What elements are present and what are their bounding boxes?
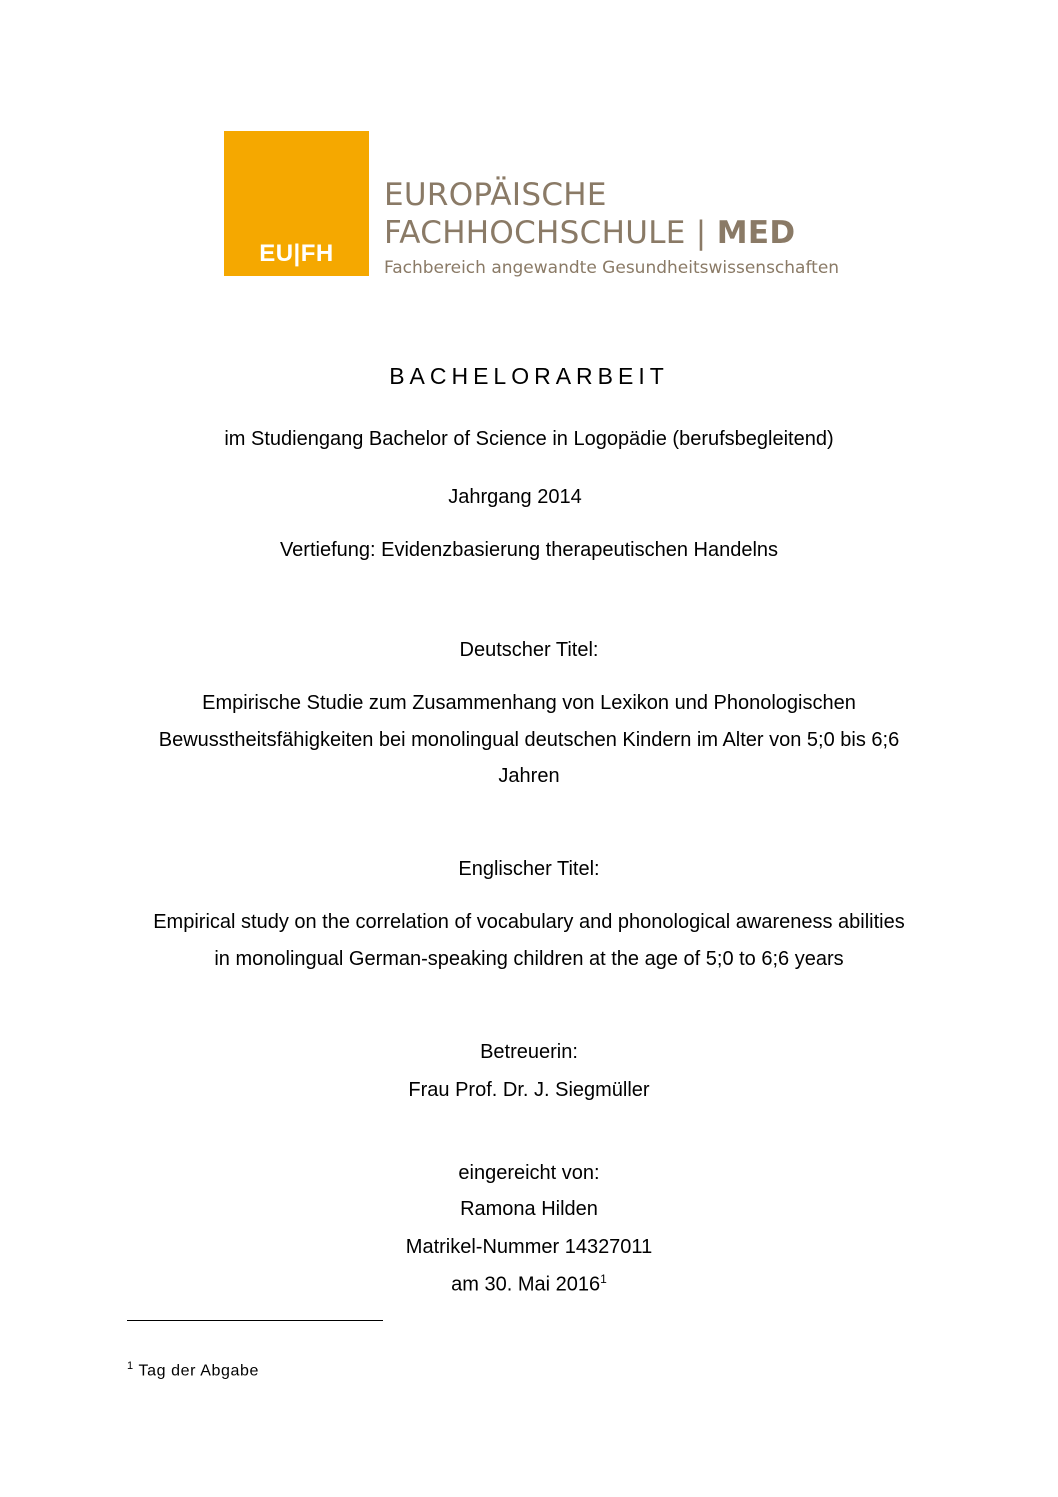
logo-name-line1: EUROPÄISCHE (384, 177, 607, 213)
english-title-line-1: Empirical study on the correlation of vocabulary and phonological awareness abilities (153, 911, 905, 933)
footnote-reference: 1 (600, 1272, 607, 1286)
year: Jahrgang 2014 (448, 486, 582, 508)
logo-department: Fachbereich angewandte Gesundheitswissenschaften (384, 258, 840, 278)
footnote-mark: 1 (127, 1360, 134, 1372)
specialization: Vertiefung: Evidenzbasierung therapeutischen Handelns (279, 539, 779, 561)
english-title-line-2: in monolingual German-speaking children at the age of 5;0 to 6;6 years (214, 948, 844, 970)
logo-name-line2 (384, 215, 795, 251)
german-title-line-2: Bewusstheitsfähigkeiten bei monolingual deutschen Kindern im Alter von 5;0 bis 6;6 (158, 729, 900, 751)
submission-date-text: am 30. Mai 2016 (451, 1273, 601, 1296)
german-title-line-3: Jahren (498, 765, 560, 787)
footnote-separator (127, 1320, 383, 1321)
english-title-label: Englischer Titel: (458, 858, 600, 880)
logo-box-text: EU|FH (259, 240, 334, 267)
german-title-label: Deutscher Titel: (459, 639, 599, 661)
logo-name-line2-prefix: FACHHOCHSCHULE | (384, 215, 717, 251)
german-title-line-1: Empirische Studie zum Zusammenhang von Lexikon und Phonologischen (202, 692, 856, 714)
study-program: im Studiengang Bachelor of Science in Logopädie (berufsbegleitend) (224, 428, 834, 450)
matrikel-number: Matrikel-Nummer 14327011 (405, 1236, 653, 1258)
supervisor-name: Frau Prof. Dr. J. Siegmüller (408, 1079, 650, 1101)
logo-orange-box (224, 131, 369, 276)
logo-med: MED (716, 215, 796, 251)
submitted-by-label: eingereicht von: (458, 1162, 600, 1184)
footnote (127, 1360, 259, 1380)
supervisor-label: Betreuerin: (480, 1041, 578, 1063)
submission-date (0, 1272, 1058, 1297)
eufh-logo (224, 131, 844, 281)
author-name: Ramona Hilden (460, 1198, 598, 1220)
document-title: BACHELORARBEIT (389, 363, 669, 389)
footnote-text: Tag der Abgabe (138, 1362, 259, 1380)
